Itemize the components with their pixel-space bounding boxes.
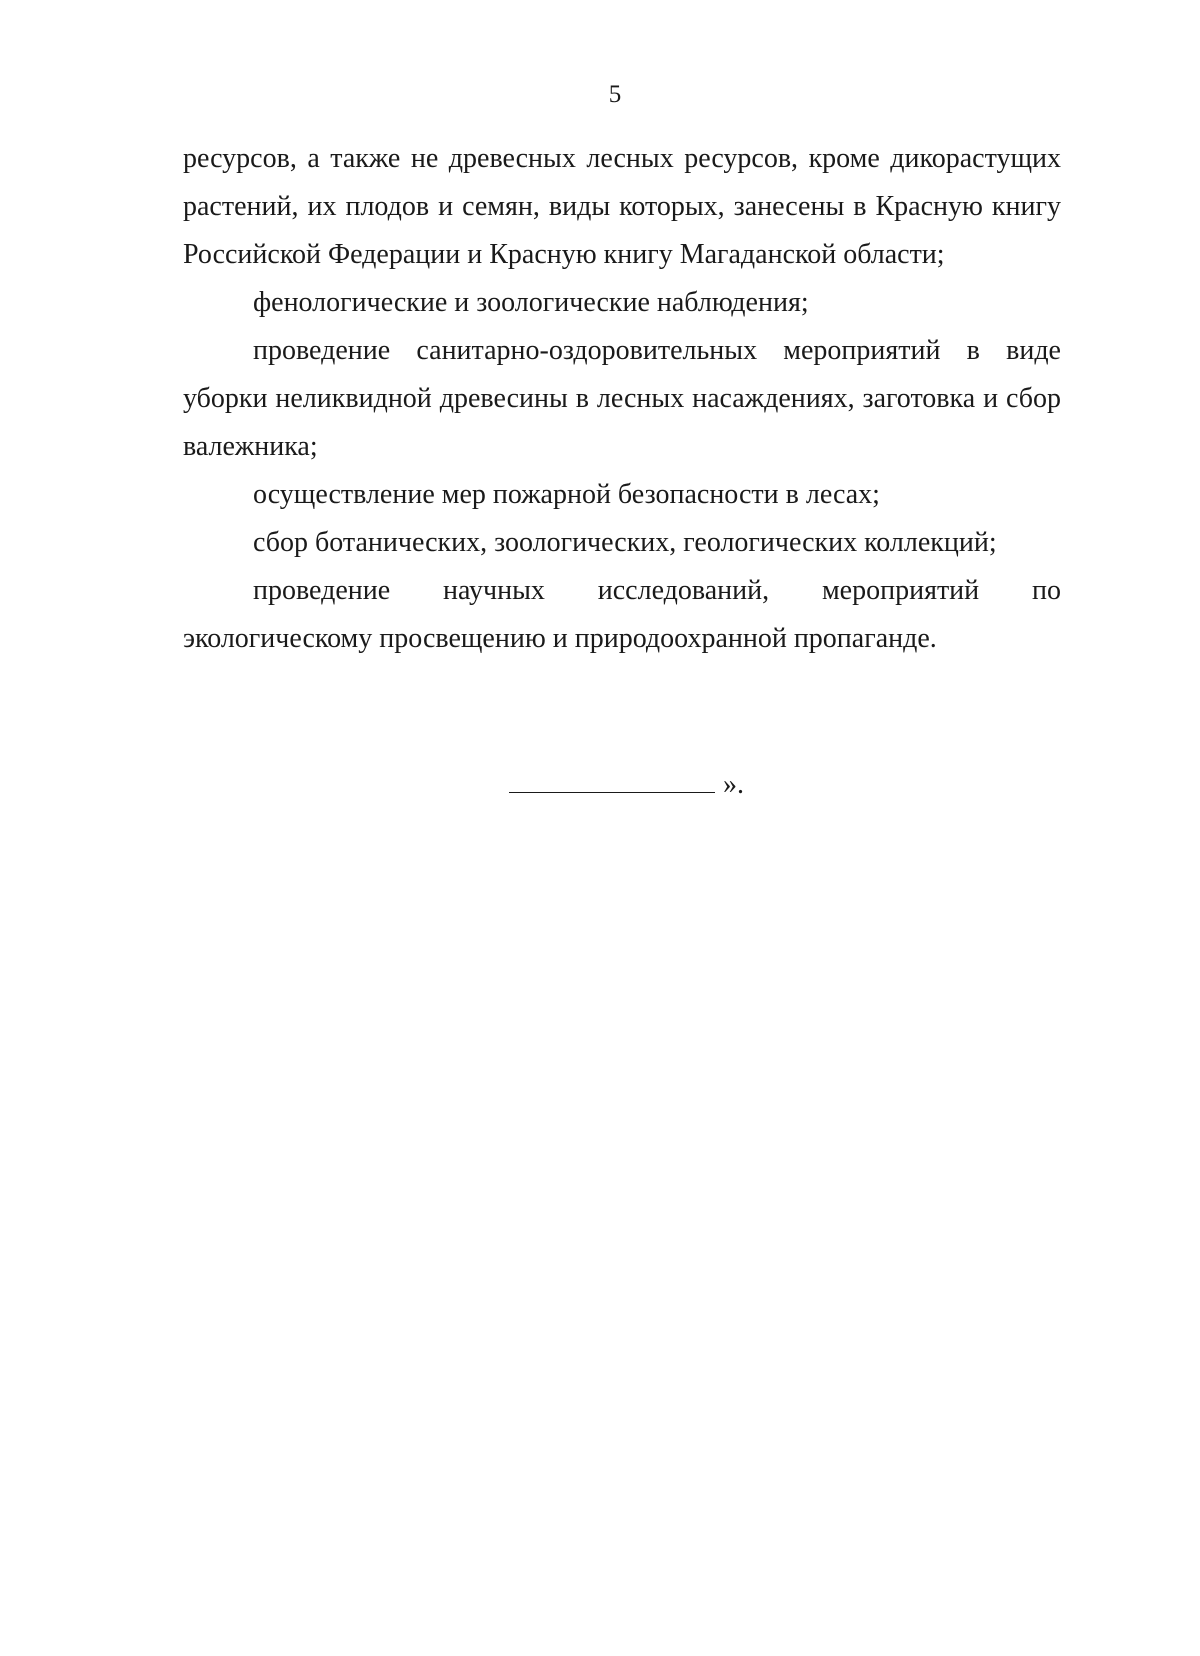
paragraph-list-item: проведение санитарно-оздоровительных мероприятий в виде уборки неликвидной древесины в лесных насаждениях, заготовка и сбор валежника; bbox=[183, 335, 1061, 462]
paragraph-list-item: сбор ботанических, зоологических, геологических коллекций; bbox=[253, 527, 997, 558]
closing-line bbox=[509, 768, 744, 802]
paragraph-list-item: осуществление мер пожарной безопасности в лесах; bbox=[253, 479, 880, 510]
page-number: 5 bbox=[608, 81, 622, 108]
paragraph-continuation: ресурсов, а также не древесных лесных ресурсов, кроме дикорастущих растений, их плодов и семян, виды которых, занесены в Красную книгу Российской Федерации и Красную книгу Магаданской области; bbox=[183, 143, 1061, 270]
body-text bbox=[183, 135, 1061, 663]
closing-rule bbox=[509, 770, 715, 793]
paragraph-list-item: проведение научных исследований, мероприятий по экологическому просвещению и природоохранной пропаганде. bbox=[183, 575, 1061, 654]
closing-quote-mark: ». bbox=[723, 769, 744, 800]
paragraph-list-item: фенологические и зоологические наблюдения; bbox=[253, 287, 809, 318]
